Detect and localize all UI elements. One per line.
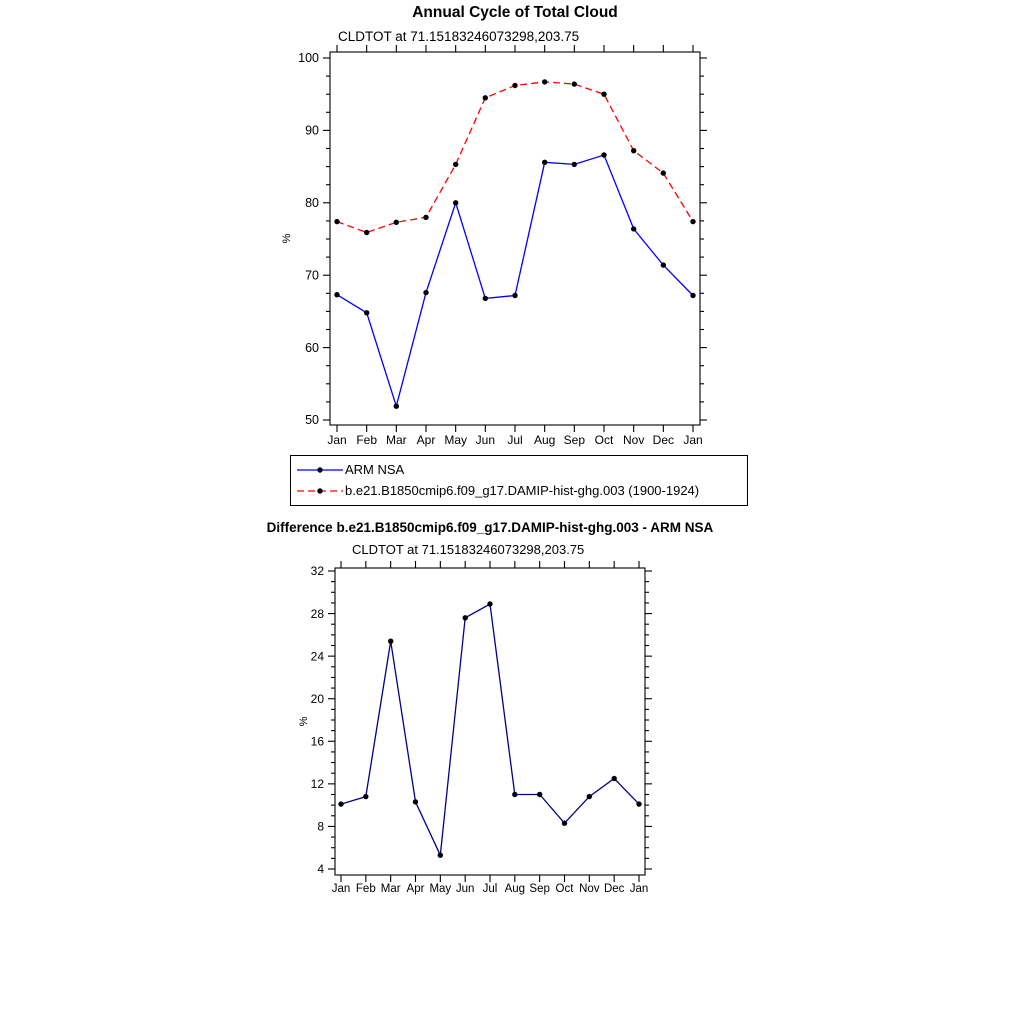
svg-text:70: 70: [305, 268, 319, 283]
red-dashed-line-sample: [297, 483, 343, 499]
svg-text:Feb: Feb: [356, 433, 378, 447]
legend-item-model-run: [297, 480, 741, 501]
svg-text:Jan: Jan: [683, 433, 703, 447]
legend-label-arm-nsa: ARM NSA: [345, 462, 405, 477]
annual-cycle-plot: [270, 44, 760, 456]
svg-text:Nov: Nov: [622, 433, 645, 447]
svg-text:Mar: Mar: [385, 433, 407, 447]
svg-text:Dec: Dec: [603, 883, 625, 895]
svg-text:50: 50: [305, 413, 319, 428]
svg-text:Apr: Apr: [416, 433, 436, 447]
svg-text:Jun: Jun: [455, 883, 475, 895]
svg-text:Jan: Jan: [629, 883, 649, 895]
difference-subtitle: CLDTOT at 71.15183246073298,203.75: [352, 542, 585, 557]
svg-text:Dec: Dec: [652, 433, 675, 447]
svg-text:May: May: [429, 883, 452, 895]
svg-text:Sep: Sep: [563, 433, 586, 447]
svg-text:8: 8: [317, 819, 324, 834]
svg-text:24: 24: [310, 649, 324, 664]
svg-text:28: 28: [310, 606, 324, 621]
svg-text:4: 4: [317, 862, 324, 877]
svg-text:Mar: Mar: [380, 883, 401, 895]
svg-text:Apr: Apr: [406, 883, 425, 895]
svg-text:Aug: Aug: [504, 883, 526, 895]
svg-text:Jan: Jan: [327, 433, 347, 447]
series-arm-nsa: [334, 152, 695, 409]
svg-text:Nov: Nov: [579, 883, 600, 895]
y-axis-label: %: [281, 233, 293, 244]
svg-text:Jan: Jan: [331, 883, 351, 895]
svg-text:80: 80: [305, 196, 319, 210]
svg-text:100: 100: [298, 51, 319, 66]
legend-box: [290, 455, 748, 506]
y-axis-label: %: [298, 716, 310, 727]
svg-text:Jul: Jul: [482, 883, 498, 895]
svg-text:32: 32: [310, 564, 324, 579]
axes: [323, 45, 707, 432]
blue-solid-line-sample: [297, 462, 343, 478]
svg-text:Jun: Jun: [475, 433, 496, 447]
axes: [328, 561, 652, 882]
tick-labels: [311, 564, 649, 895]
legend-item-arm-nsa: [297, 459, 741, 480]
svg-text:Aug: Aug: [533, 433, 556, 447]
series-b-e21-b1850cmip6-f09-g17-damip-hist-ghg-: [334, 79, 695, 235]
svg-text:May: May: [444, 433, 468, 447]
svg-text:90: 90: [305, 123, 319, 138]
svg-text:12: 12: [310, 777, 324, 792]
svg-text:Oct: Oct: [555, 883, 574, 895]
svg-text:20: 20: [310, 691, 324, 706]
svg-text:Sep: Sep: [529, 883, 550, 895]
annual-cycle-title: Annual Cycle of Total Cloud: [412, 4, 618, 21]
difference-title: Difference b.e21.B1850cmip6.f09_g17.DAMIP-hist-ghg.003 - ARM NSA: [266, 520, 714, 535]
svg-text:Jul: Jul: [507, 433, 523, 447]
svg-text:60: 60: [305, 340, 319, 355]
legend-label-model-run: b.e21.B1850cmip6.f09_g17.DAMIP-hist-ghg.003 (1900-1924): [345, 483, 700, 498]
difference-plot: [280, 558, 680, 898]
tick-labels: [298, 51, 703, 447]
svg-text:16: 16: [310, 734, 324, 749]
svg-text:Oct: Oct: [594, 433, 614, 447]
series-difference-b-e21-b1850cmip6-f09-g17-dami: [338, 601, 641, 858]
annual-cycle-subtitle: CLDTOT at 71.15183246073298,203.75: [338, 29, 580, 44]
svg-text:Feb: Feb: [355, 883, 376, 895]
